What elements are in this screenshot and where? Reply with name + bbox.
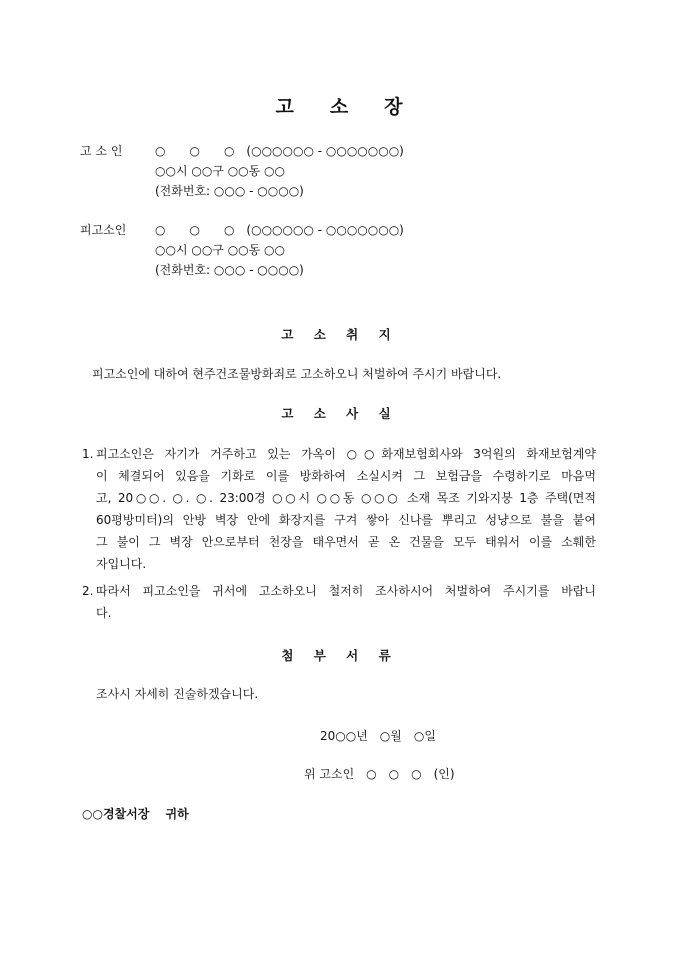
signature-line: 위 고소인 ○ ○ ○ (인) — [304, 767, 455, 781]
attachments-text: 조사시 자세히 진술하겠습니다. — [96, 687, 259, 701]
fact-item-2 — [82, 580, 602, 626]
complainant-label: 고 소 인 — [80, 144, 123, 158]
document-title — [0, 92, 680, 119]
defendant-address: ○○시 ○○구 ○○동 ○○ — [155, 243, 285, 257]
complainant-phone: (전화번호: ○○○ - ○○○○) — [155, 184, 304, 198]
complainant-block — [80, 141, 540, 203]
fact-number-2: 2. — [82, 584, 94, 598]
complainant-address: ○○시 ○○구 ○○동 ○○ — [155, 164, 285, 178]
purpose-heading: 고 소 취 지 — [281, 327, 399, 342]
title-char-3: 장 — [384, 96, 405, 118]
fact-2-line-1: 따라서 피고소인을 귀서에 고소하오니 철저히 조사하시어 처벌하여 주시기를 바랍니 — [96, 584, 596, 598]
attachments-heading: 첨 부 서 류 — [281, 648, 399, 663]
defendant-block — [80, 220, 540, 282]
fact-1-line-4: 60평방미터)의 안방 벽장 안에 화장지를 구겨 쌓아 신나를 뿌리고 성냥으로 불을 붙여 — [96, 513, 596, 527]
defendant-phone: (전화번호: ○○○ - ○○○○) — [155, 263, 304, 277]
title-char-1: 고 — [275, 96, 296, 118]
fact-item-1 — [82, 443, 602, 578]
fact-1-line-5: 그 불이 그 벽장 안으로부터 천장을 태우면서 곧 온 건물을 모두 태워서 이를 소훼한 — [96, 535, 596, 549]
defendant-name-id: ○ ○ ○ (○○○○○○ - ○○○○○○○) — [155, 223, 404, 237]
facts-heading: 고 소 사 실 — [281, 406, 399, 421]
complainant-name-id: ○ ○ ○ (○○○○○○ - ○○○○○○○) — [155, 144, 404, 158]
fact-2-line-2: 다. — [96, 606, 112, 620]
fact-1-line-6: 자입니다. — [96, 557, 147, 571]
purpose-text: 피고소인에 대하여 현주건조물방화죄로 고소하오니 처벌하여 주시기 바랍니다. — [92, 367, 502, 381]
document-date: 20○○년 ○월 ○일 — [320, 729, 436, 743]
fact-1-line-2: 이 체결되어 있음을 기화로 이를 방화하여 소실시켜 그 보험금을 수령하기로 마음먹 — [96, 469, 596, 483]
defendant-label: 피고소인 — [80, 223, 127, 237]
fact-1-line-3: 고, 20○○. ○. ○. 23:00경 ○○시 ○○동 ○○○ 소재 목조 기와지붕 1층 주택(면적 — [96, 491, 596, 505]
title-char-2: 소 — [329, 96, 351, 118]
fact-number-1: 1. — [82, 447, 94, 461]
fact-1-line-1: 피고소인은 자기가 거주하고 있는 가옥이 ○○화재보험회사와 3억원의 화재보험계약 — [96, 447, 596, 461]
addressee: ○○경찰서장 귀하 — [82, 807, 189, 821]
